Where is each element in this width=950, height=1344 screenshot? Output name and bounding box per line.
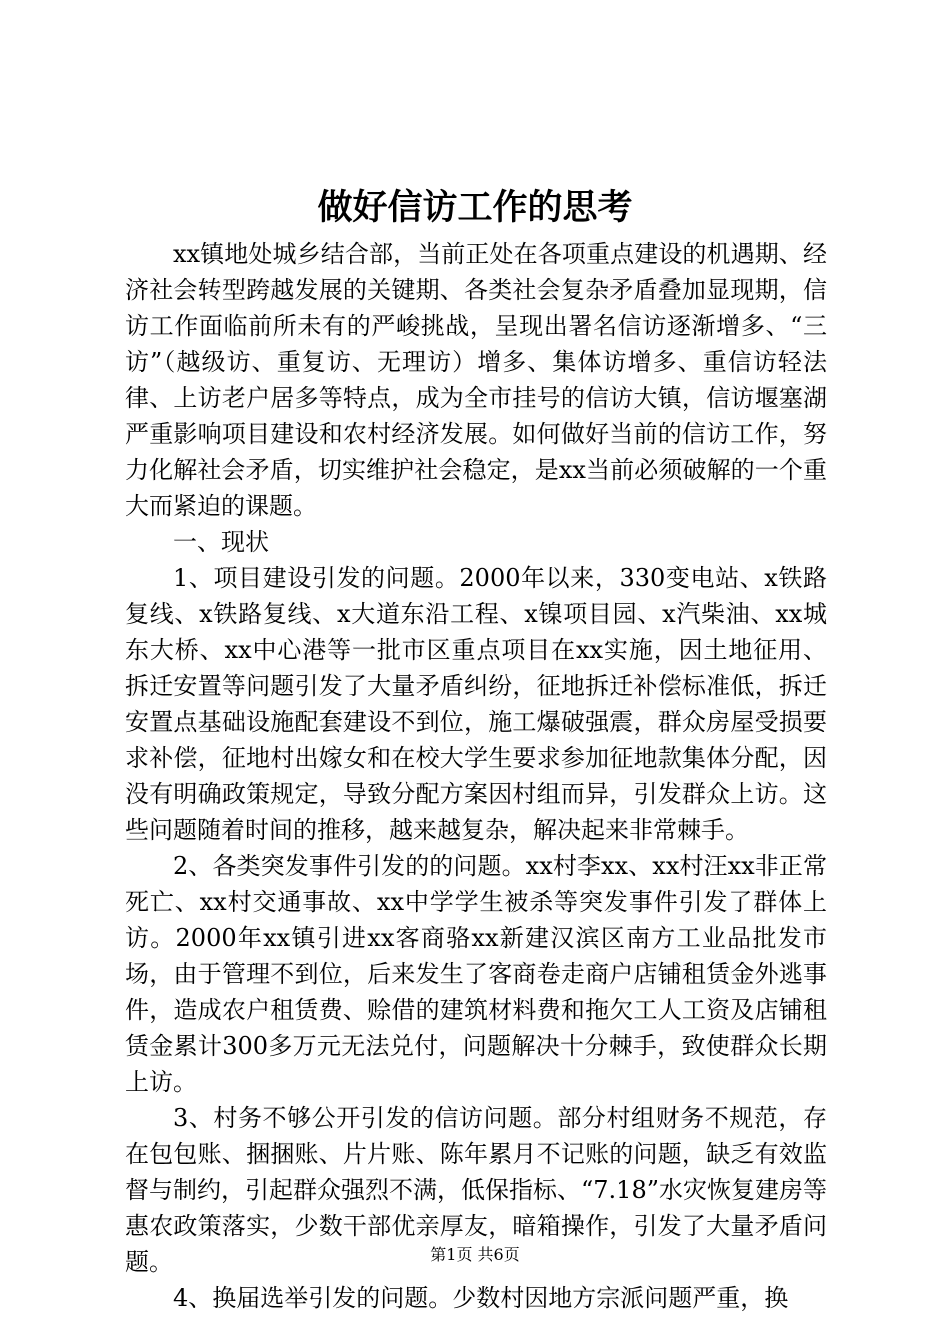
paragraph-item-1: 1、项目建设引发的问题。2000年以来，330变电站、x铁路复线、x铁路复线、x大道东沿工程、x镍项目园、x汽柴油、xx城东大桥、xx中心港等一批市区重点项目在xx实施，因土地征用、拆迁安置等问题引发了大量矛盾纠纷，征地拆迁补偿标准低，拆迁安置点基础设施配套建设不到位，施工爆破强震，群众房屋受损要求补偿，征地村出嫁女和在校大学生要求参加征地款集体分配，因没有明确政策规定，导致分配方案因村组而异，引发群众上访。这些问题随着时间的推移，越来越复杂，解决起来非常棘手。 <box>125 564 827 844</box>
page-number-footer: 第1页 共6页 <box>430 1245 520 1264</box>
document-body <box>125 236 827 1316</box>
paragraph-item-4: 4、换届选举引发的问题。少数村因地方宗派问题严重，换 <box>173 1284 789 1312</box>
paragraph-item-2: 2、各类突发事件引发的的问题。xx村李xx、xx村汪xx非正常死亡、xx村交通事故、xx中学学生被杀等突发事件引发了群体上访。2000年xx镇引进xx客商骆xx新建汉滨区南方工业品批发市场，由于管理不到位，后来发生了客商卷走商户店铺租赁金外逃事件，造成农户租赁费、赊借的建筑材料费和拖欠工人工资及店铺租赁金累计300多万元无法兑付，问题解决十分棘手，致使群众长期上访。 <box>125 852 827 1096</box>
section-heading: 一、现状 <box>173 528 269 556</box>
document-title: 做好信访工作的思考 <box>317 187 633 228</box>
paragraph-intro: xx镇地处城乡结合部，当前正处在各项重点建设的机遇期、经济社会转型跨越发展的关键期、各类社会复杂矛盾叠加显现期，信访工作面临前所未有的严峻挑战，呈现出署名信访逐渐增多、“三访”（越级访、重复访、无理访）增多、集体访增多、重信访轻法律、上访老户居多等特点，成为全市挂号的信访大镇，信访堰塞湖严重影响项目建设和农村经济发展。如何做好当前的信访工作，努力化解社会矛盾，切实维护社会稳定，是xx当前必须破解的一个重大而紧迫的课题。 <box>125 240 827 520</box>
paragraph-item-3: 3、村务不够公开引发的信访问题。部分村组财务不规范，存在包包账、捆捆账、片片账、陈年累月不记账的问题，缺乏有效监督与制约，引起群众强烈不满，低保指标、“7.18”水灾恢复建房等惠农政策落实，少数干部优亲厚友，暗箱操作，引发了大量矛盾问题。 <box>125 1104 827 1276</box>
